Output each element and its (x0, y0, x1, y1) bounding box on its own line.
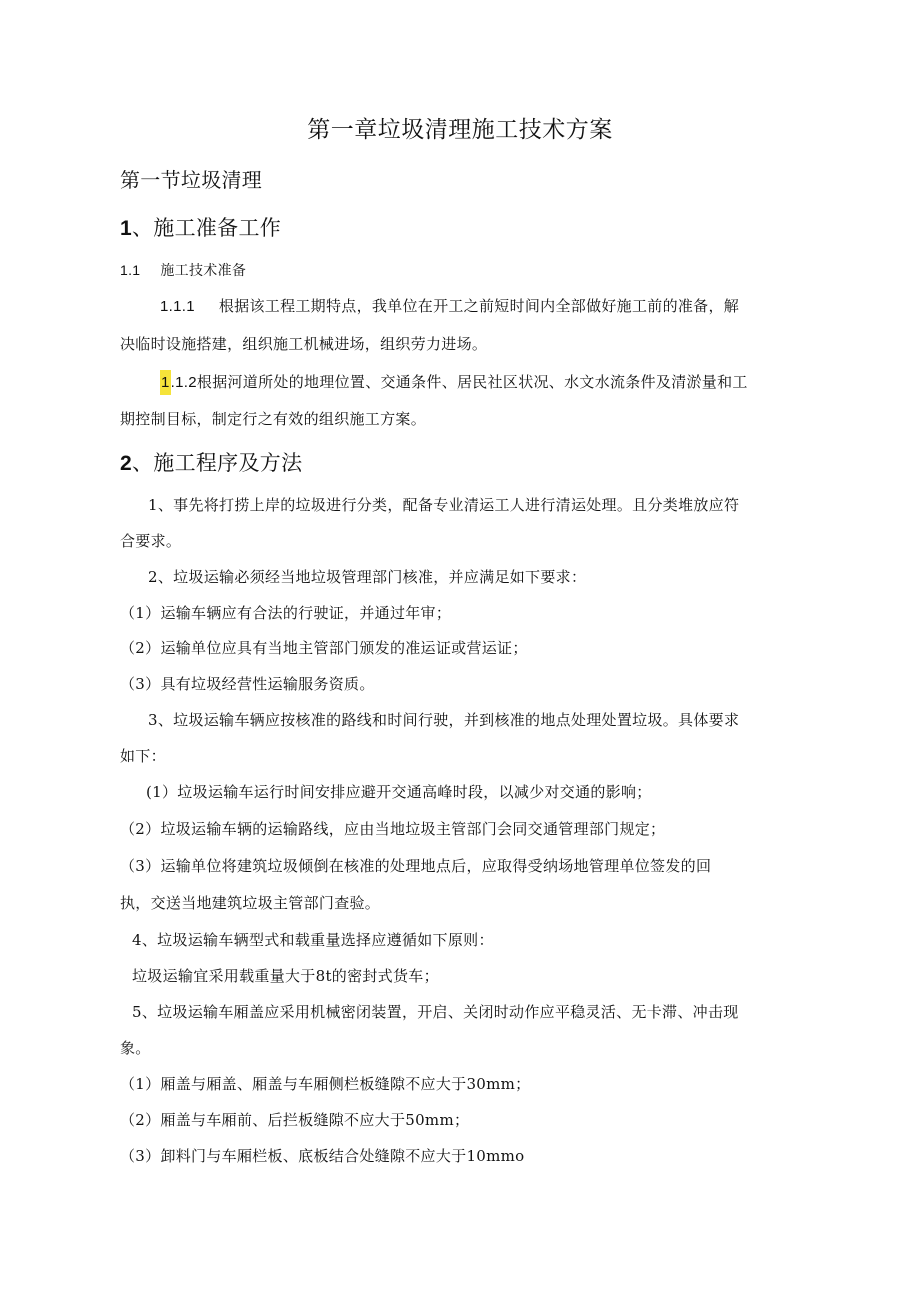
item-5-sub-3: （3）卸料门与车厢栏板、底板结合处缝隙不应大于10mmo (120, 1147, 525, 1165)
paragraph-1-1-1-number: 1.1.1 (160, 298, 195, 315)
paragraph-1-1-2-line1 (160, 371, 748, 394)
heading-1-number: 1 (120, 217, 132, 240)
item-5-line2: 象。 (120, 1039, 151, 1057)
item-5-sub-1: （1）厢盖与厢盖、厢盖与车厢侧栏板缝隙不应大于30mm； (120, 1075, 531, 1093)
item-2: 2、垃圾运输必须经当地垃圾管理部门核准，并应满足如下要求： (148, 568, 587, 586)
item-3-sub-3-line1: （3）运输单位将建筑垃圾倾倒在核准的处理地点后，应取得受纳场地管理单位签发的回 (120, 857, 712, 875)
item-3-sub-3-line2: 执，交送当地建筑垃圾主管部门查验。 (120, 894, 381, 912)
item-4-sub: 垃圾运输宜采用载重量大于8t的密封式货车； (132, 967, 439, 985)
paragraph-1-1-2-line2: 期控制目标，制定行之有效的组织施工方案。 (120, 410, 427, 428)
heading-2 (120, 449, 302, 478)
item-1-line1: 1、事先将打捞上岸的垃圾进行分类，配备专业清运工人进行清运处理。且分类堆放应符 (148, 496, 740, 514)
item-3-line2: 如下： (120, 747, 166, 765)
heading-1-1-number: 1.1 (120, 262, 141, 278)
item-2-sub-1: （1）运输车辆应有合法的行驶证，并通过年审； (120, 604, 452, 622)
heading-1-text: 、施工准备工作 (131, 216, 282, 240)
section-heading: 第一节垃圾清理 (120, 168, 263, 192)
item-5-sub-2: （2）厢盖与车厢前、后拦板缝隙不应大于50mm； (120, 1111, 470, 1129)
paragraph-1-1-1-text: 根据该工程工期特点，我单位在开工之前短时间内全部做好施工前的准备，解 (218, 297, 740, 315)
paragraph-1-1-2-text: 根据河道所处的地理位置、交通条件、居民社区状况、水文水流条件及清淤量和工 (196, 373, 748, 391)
paragraph-1-1-2-number: .1.2 (170, 374, 197, 391)
item-4: 4、垃圾运输车辆型式和载重量选择应遵循如下原则： (132, 931, 494, 949)
item-2-sub-3: （3）具有垃圾经营性运输服务资质。 (120, 675, 375, 693)
heading-1-1-text: 施工技术准备 (160, 263, 247, 279)
chapter-title: 第一章垃圾清理施工技术方案 (307, 117, 613, 143)
paragraph-1-1-1-line2: 决临时设施搭建，组织施工机械进场，组织劳力进场。 (120, 335, 488, 353)
heading-2-number: 2 (120, 452, 132, 475)
heading-1 (120, 214, 281, 243)
item-3-line1: 3、垃圾运输车辆应按核准的路线和时间行驶，并到核准的地点处理处置垃圾。具体要求 (148, 711, 740, 729)
heading-2-text: 、施工程序及方法 (131, 451, 303, 475)
item-3-sub-1: (1）垃圾运输车运行时间安排应避开交通高峰时段，以减少对交通的影响； (146, 783, 652, 801)
paragraph-1-1-1-line1 (160, 295, 739, 318)
item-5-line1: 5、垃圾运输车厢盖应采用机械密闭装置，开启、关闭时动作应平稳灵活、无卡滞、冲击现 (132, 1003, 739, 1021)
item-2-sub-2: （2）运输单位应具有当地主管部门颁发的准运证或营运证； (120, 639, 528, 657)
highlight-mark: 1 (160, 370, 171, 395)
item-1-line2: 合要求。 (120, 532, 182, 550)
heading-1-1 (120, 259, 246, 282)
item-3-sub-2: （2）垃圾运输车辆的运输路线，应由当地垃圾主管部门会同交通管理部门规定； (120, 820, 666, 838)
